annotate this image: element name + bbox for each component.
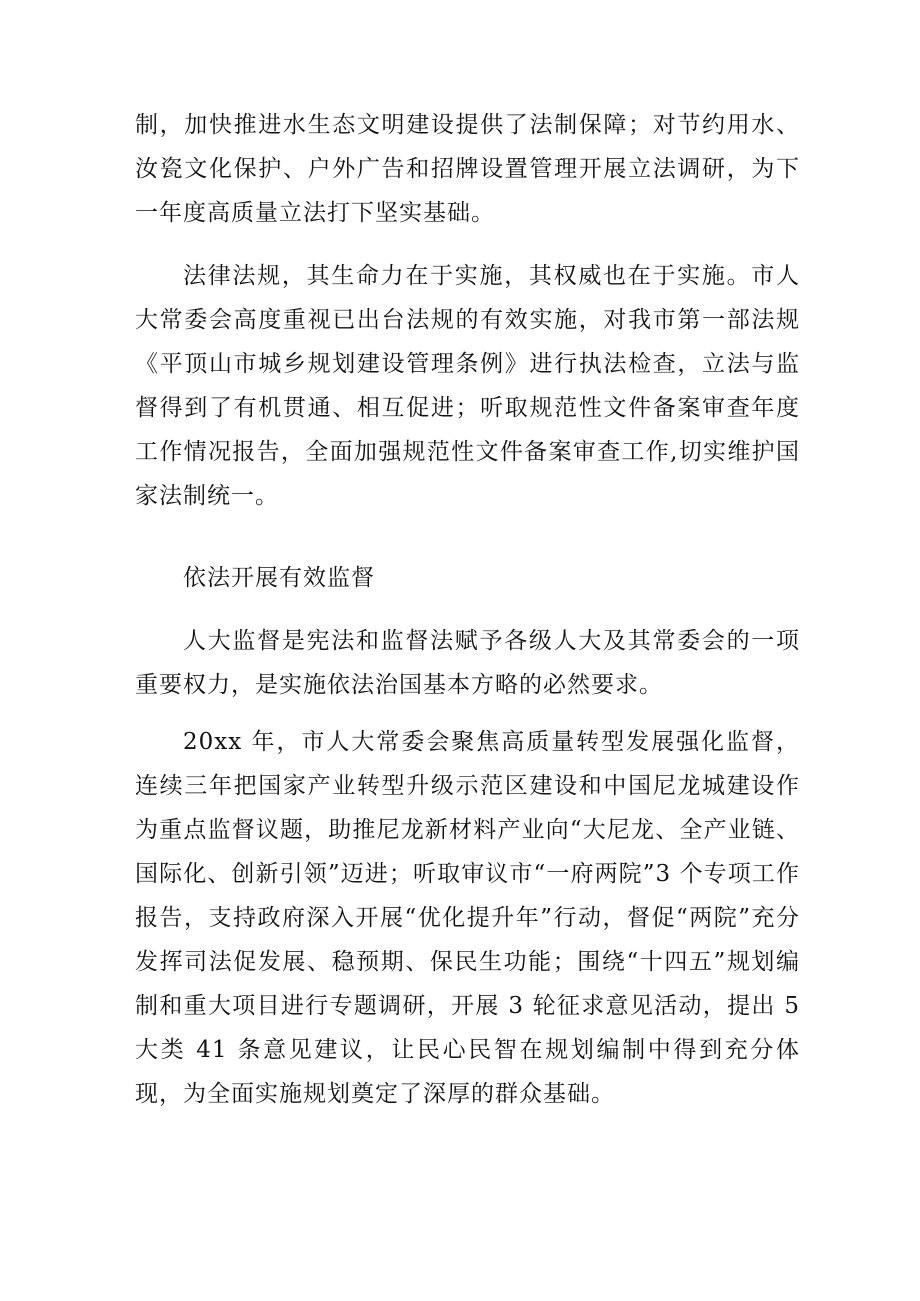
paragraph-continuation: 制，加快推进水生态文明建设提供了法制保障；对节约用水、汝瓷文化保护、户外广告和招牌设置管理开展立法调研，为下一年度高质量立法打下坚实基础。 — [135, 112, 800, 226]
section-heading: 依法开展有效监督 — [183, 565, 375, 591]
paragraph-supervision-details: 20xx 年，市人大常委会聚焦高质量转型发展强化监督，连续三年把国家产业转型升级示范区建设和中国尼龙城建设作为重点监督议题，助推尼龙新材料产业向“大尼龙、全产业链、国际化、创新引领”迈进；听取审议市“一府两院”3 个专项工作报告，支持政府深入开展“优化提升年”行动，督促“两院”充分发挥司法促发展、稳预期、保民生功能；围绕“十四五”规划编制和重大项目进行专题调研，开展 3 轮征求意见活动，提出 5 大类 41 条意见建议，让民心民智在规划编制中得到充分体现，为全面实施规划奠定了深厚的群众基础。 — [135, 729, 800, 1107]
paragraph-supervision-intro: 人大监督是宪法和监督法赋予各级人大及其常委会的一项重要权力，是实施依法治国基本方略的必然要求。 — [135, 628, 800, 698]
paragraph-law-implementation: 法律法规，其生命力在于实施，其权威也在于实施。市人大常委会高度重视已出台法规的有效实施，对我市第一部法规《平顶山市城乡规划建设管理条例》进行执法检查，立法与监督得到了有机贯通、相互促进；听取规范性文件备案审查年度工作情况报告，全面加强规范性文件备案审查工作,切实维护国家法制统一。 — [135, 263, 800, 509]
